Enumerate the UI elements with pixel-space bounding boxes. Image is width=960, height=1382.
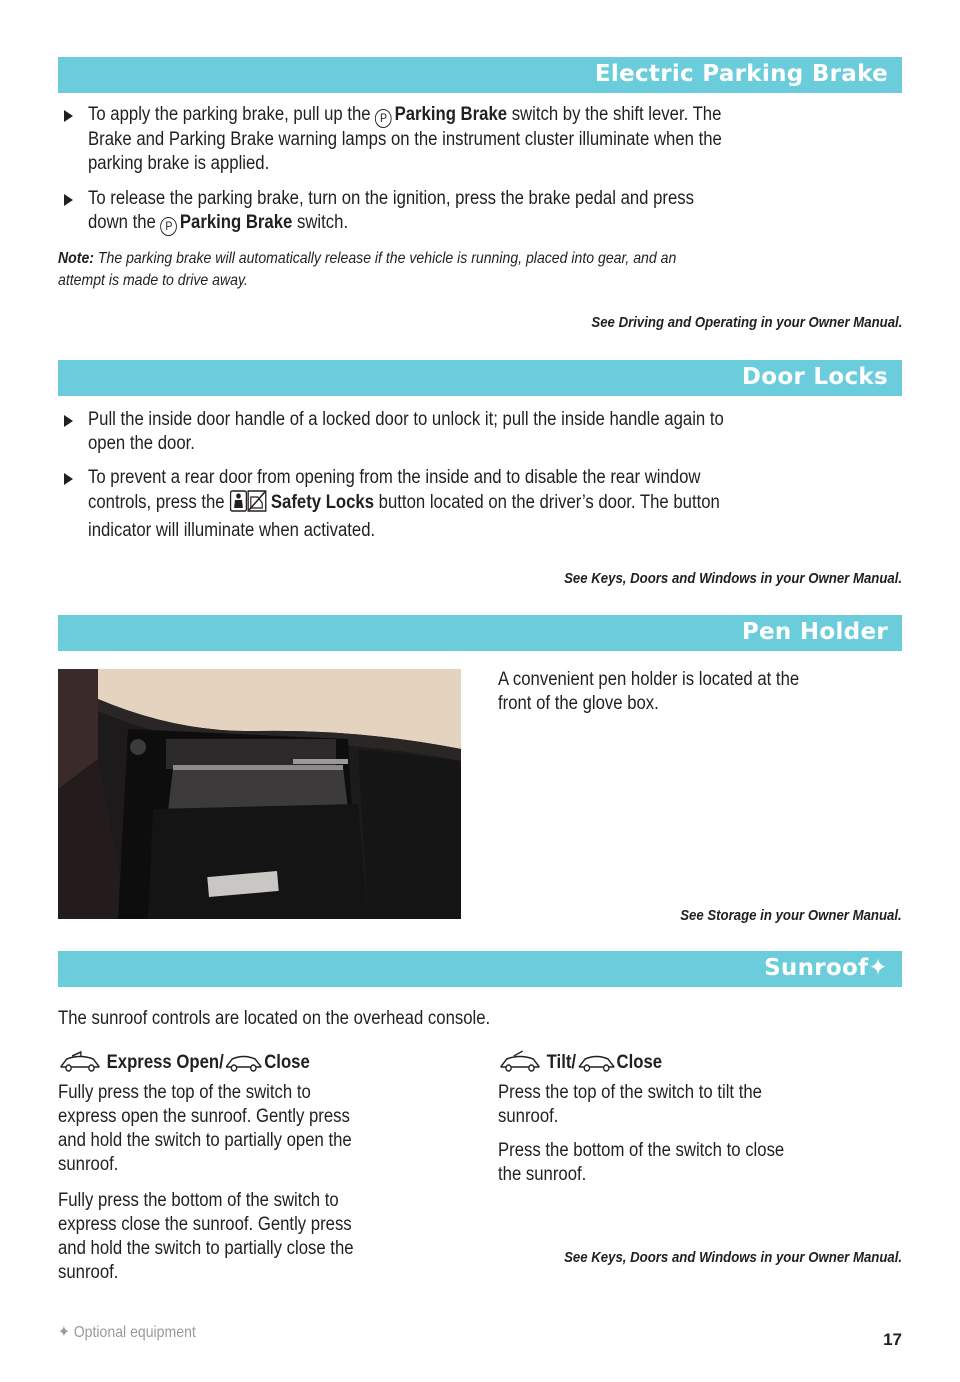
section-title: Sunroof✦ xyxy=(764,955,888,981)
text: and hold the switch to partially open the xyxy=(58,1130,352,1151)
manual-reference: See Keys, Doors and Windows in your Owner Manual. xyxy=(563,570,902,587)
paragraph xyxy=(88,408,915,456)
section-title: Electric Parking Brake xyxy=(594,61,888,87)
text: Fully press the top of the switch to xyxy=(58,1082,311,1103)
text: attempt is made to drive away. xyxy=(58,272,248,289)
optional-equipment-note: ✦ Optional equipment xyxy=(58,1324,196,1341)
paragraph xyxy=(498,1139,784,1187)
parking-brake-icon: P xyxy=(375,109,392,128)
child-lock-icon xyxy=(229,490,247,519)
text: express open the sunroof. Gently press xyxy=(58,1106,350,1127)
text: controls, press the xyxy=(88,492,230,513)
glove-box-photo xyxy=(58,669,461,919)
text: down the xyxy=(88,212,161,233)
text: The parking brake will automatically release if the vehicle is running, placed into gear, and an xyxy=(93,250,677,267)
tilt-close-heading xyxy=(498,1050,662,1078)
section-banner-pen-holder xyxy=(58,615,902,651)
text: and hold the switch to partially close the xyxy=(58,1238,354,1259)
text: button located on the driver’s door. The button xyxy=(374,492,720,513)
paragraph xyxy=(58,1081,352,1177)
note xyxy=(58,248,890,292)
text: sunroof. xyxy=(58,1154,119,1175)
sunroof-open-icon xyxy=(58,1050,102,1078)
text: the sunroof. xyxy=(498,1164,587,1185)
text: Tilt/ xyxy=(546,1052,577,1073)
bold-text: Parking Brake xyxy=(179,212,293,233)
text: Press the top of the switch to tilt the xyxy=(498,1082,762,1103)
page-number: 17 xyxy=(883,1330,902,1349)
text: Close xyxy=(264,1052,310,1073)
text: sunroof. xyxy=(58,1262,119,1283)
text: sunroof. xyxy=(498,1106,559,1127)
text: To release the parking brake, turn on the ignition, press the brake pedal and press xyxy=(88,188,695,209)
paragraph xyxy=(88,466,915,543)
bullet-icon xyxy=(64,415,73,427)
paragraph xyxy=(58,1189,354,1285)
text: Pull the inside door handle of a locked door to unlock it; pull the inside handle again to xyxy=(88,409,724,430)
section-title: Pen Holder xyxy=(741,619,888,645)
paragraph xyxy=(88,187,915,236)
express-open-close-heading xyxy=(58,1050,310,1078)
text: open the door. xyxy=(88,433,195,454)
bullet-icon xyxy=(64,194,73,206)
sunroof-close-icon xyxy=(576,1050,616,1078)
text: Brake and Parking Brake warning lamps on the instrument cluster illuminate when the xyxy=(88,129,722,150)
section-banner-sunroof xyxy=(58,951,902,987)
paragraph xyxy=(88,103,915,176)
paragraph xyxy=(498,1081,762,1129)
note-label: Note: xyxy=(58,250,94,267)
sunroof-tilt-icon xyxy=(498,1050,542,1078)
text: Express Open/ xyxy=(106,1052,224,1073)
paragraph xyxy=(498,668,912,716)
bullet-icon xyxy=(64,110,73,122)
bold-text: Parking Brake xyxy=(394,104,508,125)
window-lockout-icon xyxy=(247,490,266,519)
text: front of the glove box. xyxy=(498,693,659,714)
text: express close the sunroof. Gently press xyxy=(58,1214,352,1235)
text: switch. xyxy=(292,212,349,233)
text: parking brake is applied. xyxy=(88,153,270,174)
text: Close xyxy=(616,1052,663,1073)
section-banner-epb xyxy=(58,57,902,93)
sunroof-intro: The sunroof controls are located on the overhead console. xyxy=(58,1008,491,1029)
text: indicator will illuminate when activated. xyxy=(88,520,376,541)
section-banner-door-locks xyxy=(58,360,902,396)
parking-brake-icon: P xyxy=(161,217,178,236)
bold-text: Safety Locks xyxy=(270,492,375,513)
manual-reference: See Storage in your Owner Manual. xyxy=(680,907,902,924)
text: To prevent a rear door from opening from the inside and to disable the rear window xyxy=(88,467,701,488)
sunroof-close-icon xyxy=(224,1050,264,1078)
bullet-icon xyxy=(64,473,73,485)
text: A convenient pen holder is located at the xyxy=(498,669,800,690)
text: To apply the parking brake, pull up the xyxy=(88,104,376,125)
manual-reference: See Keys, Doors and Windows in your Owner Manual. xyxy=(563,1249,902,1266)
text: Press the bottom of the switch to close xyxy=(498,1140,785,1161)
text: switch by the shift lever. The xyxy=(507,104,722,125)
manual-reference: See Driving and Operating in your Owner Manual. xyxy=(591,314,902,331)
text: Fully press the bottom of the switch to xyxy=(58,1190,339,1211)
section-title: Door Locks xyxy=(741,364,888,390)
